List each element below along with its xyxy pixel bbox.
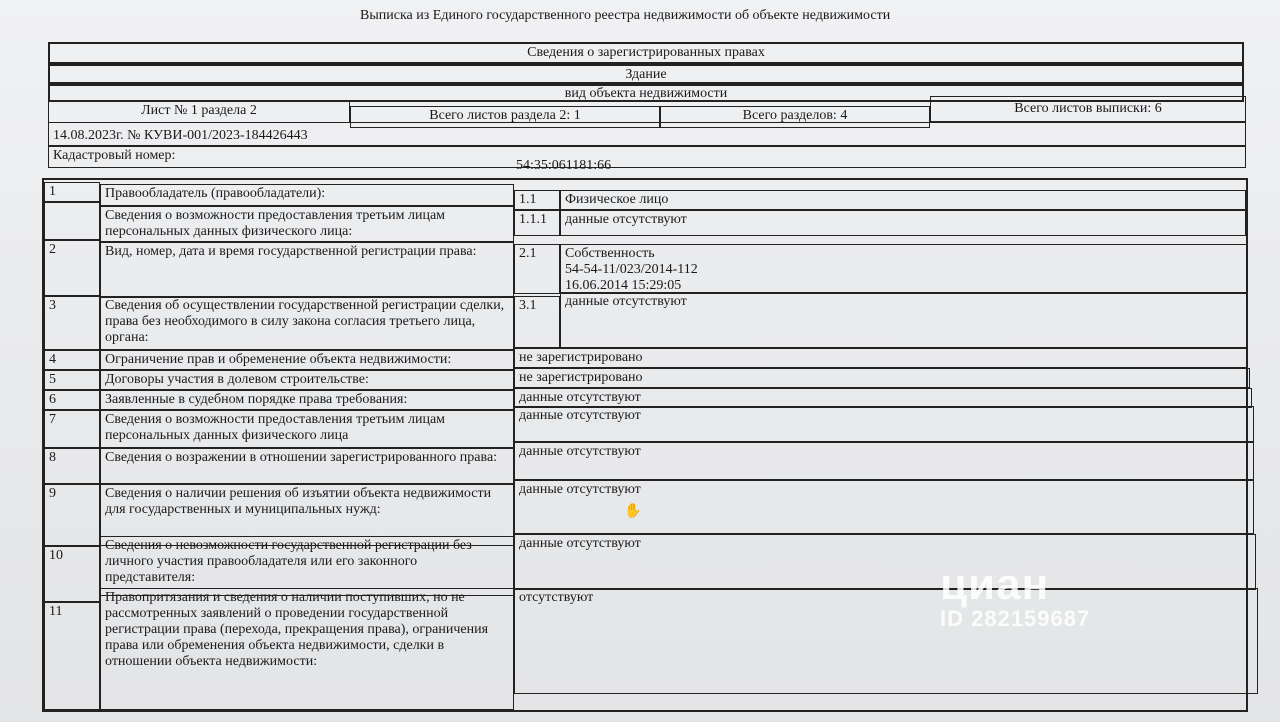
row-1b-value: данные отсутствуют: [560, 210, 1246, 236]
row-8-value: данные отсутствуют: [514, 442, 1254, 480]
sheets-total: Всего листов выписки: 6: [930, 96, 1246, 122]
sheet-number: Лист № 1 раздела 2: [48, 101, 350, 123]
watermark-brand: циан: [940, 560, 1050, 609]
cadastral-number: 54:35:061181:66: [516, 158, 612, 173]
object-caption: вид объекта недвижимости: [564, 86, 728, 101]
row-2-num: 2: [44, 240, 100, 296]
document-title: Выписка из Единого государственного реестра недвижимости об объекте недвижимости: [360, 8, 891, 23]
subtitle: Сведения о зарегистрированных правах: [527, 45, 765, 60]
row-2-value: Собственность 54-54-11/023/2014-112 16.06.2014 15:29:05: [560, 244, 1248, 294]
row-10-num: 10: [44, 546, 100, 602]
row-3-num: 3: [44, 296, 100, 350]
sheets-in-section: Всего листов раздела 2: 1: [350, 106, 660, 128]
row-5-num: 5: [44, 370, 100, 390]
row-5-label: Договоры участия в долевом строительстве:: [100, 370, 514, 390]
row-1b-num: [44, 202, 100, 240]
row-9-value: данные отсутствуют: [514, 480, 1254, 534]
row-7-value: данные отсутствуют: [514, 406, 1254, 442]
row-6-num: 6: [44, 390, 100, 410]
row-1-label: Правообладатель (правообладатели):: [100, 184, 514, 206]
row-9-label: Сведения о наличии решения об изъятии объекта недвижимости для государственных и муниципальных нужд:: [100, 484, 514, 546]
row-2-label: Вид, номер, дата и время государственной регистрации права:: [100, 242, 514, 298]
row-10-value: данные отсутствуют: [514, 534, 1256, 590]
cadastral-label: Кадастровый номер:: [53, 148, 176, 163]
row-3-value: данные отсутствуют: [560, 292, 1248, 348]
hand-cursor-icon: ✋: [624, 504, 642, 519]
row-3-sub: 3.1: [514, 296, 560, 348]
doc-ref: 14.08.2023г. № КУВИ-001/2023-184426443: [48, 122, 1246, 146]
row-8-label: Сведения о возражении в отношении зарегистрированного права:: [100, 448, 514, 484]
row-9-num: 9: [44, 484, 100, 546]
row-1b-sub: 1.1.1: [514, 210, 560, 236]
row-7-label: Сведения о возможности предоставления третьим лицам персональных данных физического лица: [100, 410, 514, 448]
row-11-num: 11: [44, 602, 100, 710]
row-3-label: Сведения об осуществлении государственной регистрации сделки, права без необходимого в силу закона согласия третьего лица, органа:: [100, 296, 514, 350]
row-6-value: данные отсутствуют: [514, 388, 1252, 408]
row-10-label: Сведения о невозможности государственной регистрации без личного участия правообладателя или его законного представителя:: [100, 536, 514, 596]
row-4-label: Ограничение прав и обременение объекта недвижимости:: [100, 350, 514, 370]
row-7-num: 7: [44, 410, 100, 448]
row-11-value: отсутствуют: [514, 588, 1258, 694]
cadastral-row: [48, 146, 1246, 168]
cian-watermark: [940, 560, 1090, 632]
watermark-id: ID 282159687: [940, 606, 1091, 631]
row-1b-label: Сведения о возможности предоставления третьим лицам персональных данных физического лица:: [100, 206, 514, 242]
row-8-num: 8: [44, 448, 100, 484]
row-1-num: 1: [44, 182, 100, 202]
sections-total: Всего разделов: 4: [660, 106, 930, 128]
row-4-num: 4: [44, 350, 100, 370]
row-1-sub: 1.1: [514, 190, 560, 210]
object-type: Здание: [625, 67, 667, 82]
row-11-label: Правопритязания и сведения о наличии поступивших, но не рассмотренных заявлений о проведении государственной регистрации права (перехода, прекращения права), ограничения права или обременения объекта недвижимости, сделки в отношении объекта недвижимости:: [100, 588, 514, 710]
row-5-value: не зарегистрировано: [514, 368, 1250, 388]
row-4-value: не зарегистрировано: [514, 348, 1248, 368]
object-box: [48, 64, 1244, 84]
row-2-sub: 2.1: [514, 244, 560, 294]
row-1-value: Физическое лицо: [560, 190, 1246, 210]
row-6-label: Заявленные в судебном порядке права требования:: [100, 390, 514, 410]
subtitle-box: [48, 42, 1244, 64]
